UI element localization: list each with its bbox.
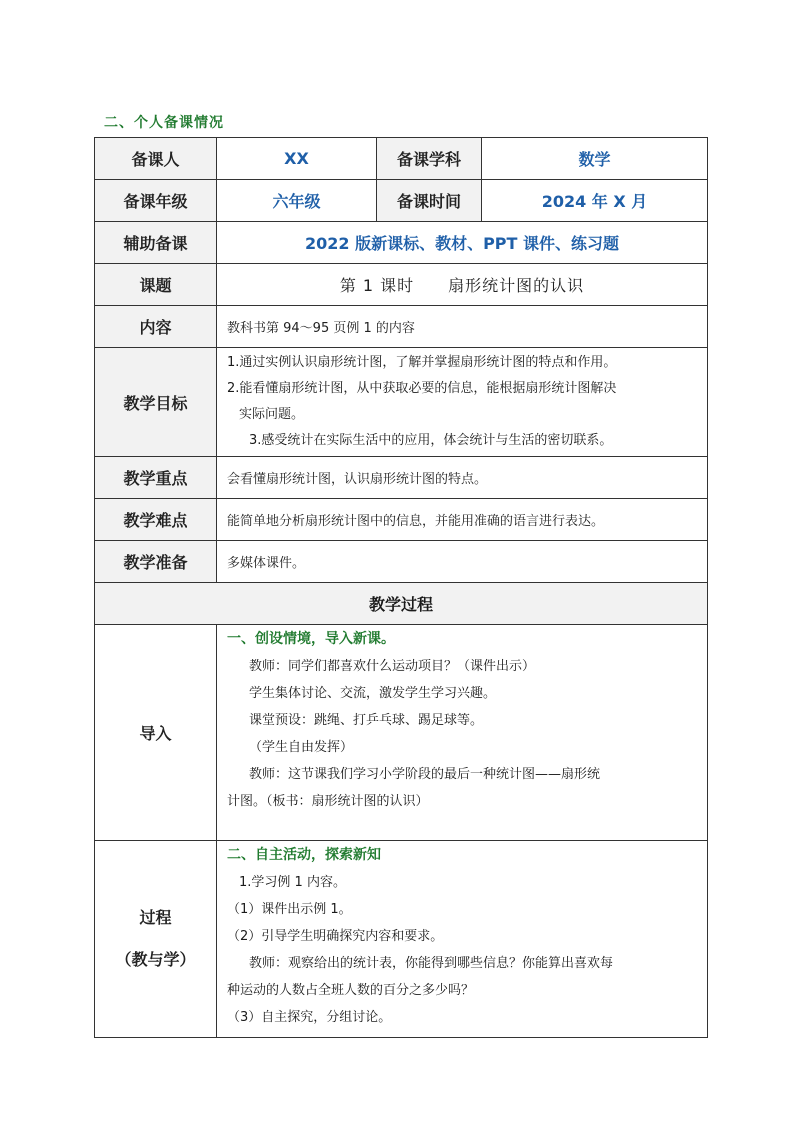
goal-line: 实际问题。 xyxy=(239,407,305,422)
process-heading: 二、自主活动，探索新知 xyxy=(227,847,381,863)
aux-label: 辅助备课 xyxy=(95,222,217,264)
row-grade xyxy=(95,180,708,222)
process-sublabel: （教与学） xyxy=(115,950,196,969)
topic-label: 课题 xyxy=(95,264,217,306)
intro-line: 教师：这节课我们学习小学阶段的最后一种统计图——扇形统 xyxy=(249,767,601,782)
process-line: 种运动的人数占全班人数的百分之多少吗？ xyxy=(227,983,475,998)
row-process-header xyxy=(95,583,708,625)
row-preparer xyxy=(95,138,708,180)
content-label: 内容 xyxy=(95,306,217,348)
goal-line: 2.能看懂扇形统计图，从中获取必要的信息，能根据扇形统计图解决 xyxy=(227,381,617,396)
prep-label: 教学准备 xyxy=(95,541,217,583)
intro-line: 教师：同学们都喜欢什么运动项目？（课件出示） xyxy=(249,659,536,674)
row-goals xyxy=(95,348,708,457)
row-process xyxy=(95,841,708,1038)
grade-label: 备课年级 xyxy=(95,180,217,222)
key-label: 教学重点 xyxy=(95,457,217,499)
subject-label: 备课学科 xyxy=(377,138,482,180)
topic-value: 第 1 课时 扇形统计图的认识 xyxy=(217,264,708,306)
row-intro xyxy=(95,625,708,841)
prep-value: 多媒体课件。 xyxy=(217,541,708,583)
key-value: 会看懂扇形统计图，认识扇形统计图的特点。 xyxy=(217,457,708,499)
row-difficulty xyxy=(95,499,708,541)
intro-label: 导入 xyxy=(95,625,217,841)
section-title: 二、个人备课情况 xyxy=(104,115,224,131)
intro-heading: 一、创设情境，导入新课。 xyxy=(227,631,395,647)
lesson-plan-table xyxy=(94,137,708,1038)
difficulty-label: 教学难点 xyxy=(95,499,217,541)
goals-label: 教学目标 xyxy=(95,348,217,457)
row-topic xyxy=(95,264,708,306)
goal-line: 1.通过实例认识扇形统计图，了解并掌握扇形统计图的特点和作用。 xyxy=(227,355,617,370)
process-line: 1.学习例 1 内容。 xyxy=(239,875,346,890)
preparer-label: 备课人 xyxy=(95,138,217,180)
process-label: 过程 xyxy=(139,908,172,927)
grade-value: 六年级 xyxy=(217,180,377,222)
intro-line: 学生集体讨论、交流，激发学生学习兴趣。 xyxy=(249,686,497,701)
intro-line: 课堂预设：跳绳、打乒乓球、踢足球等。 xyxy=(249,713,484,728)
difficulty-value: 能简单地分析扇形统计图中的信息，并能用准确的语言进行表达。 xyxy=(217,499,708,541)
row-key xyxy=(95,457,708,499)
subject-value: 数学 xyxy=(482,138,708,180)
row-aux xyxy=(95,222,708,264)
process-header: 教学过程 xyxy=(95,583,708,625)
time-label: 备课时间 xyxy=(377,180,482,222)
row-content xyxy=(95,306,708,348)
row-prep xyxy=(95,541,708,583)
process-line: 教师：观察给出的统计表，你能得到哪些信息？你能算出喜欢每 xyxy=(249,956,614,971)
process-line: （1）课件出示例 1。 xyxy=(227,902,352,917)
process-line: （2）引导学生明确探究内容和要求。 xyxy=(227,929,444,944)
intro-line: （学生自由发挥） xyxy=(249,740,354,755)
goal-line: 3.感受统计在实际生活中的应用，体会统计与生活的密切联系。 xyxy=(249,433,613,448)
aux-value: 2022 版新课标、教材、PPT 课件、练习题 xyxy=(217,222,708,264)
intro-line: 计图。（板书：扇形统计图的认识） xyxy=(227,794,429,809)
preparer-value: XX xyxy=(217,138,377,180)
process-line: （3）自主探究，分组讨论。 xyxy=(227,1010,392,1025)
time-value: 2024 年 X 月 xyxy=(482,180,708,222)
content-value: 教科书第 94～95 页例 1 的内容 xyxy=(217,306,708,348)
